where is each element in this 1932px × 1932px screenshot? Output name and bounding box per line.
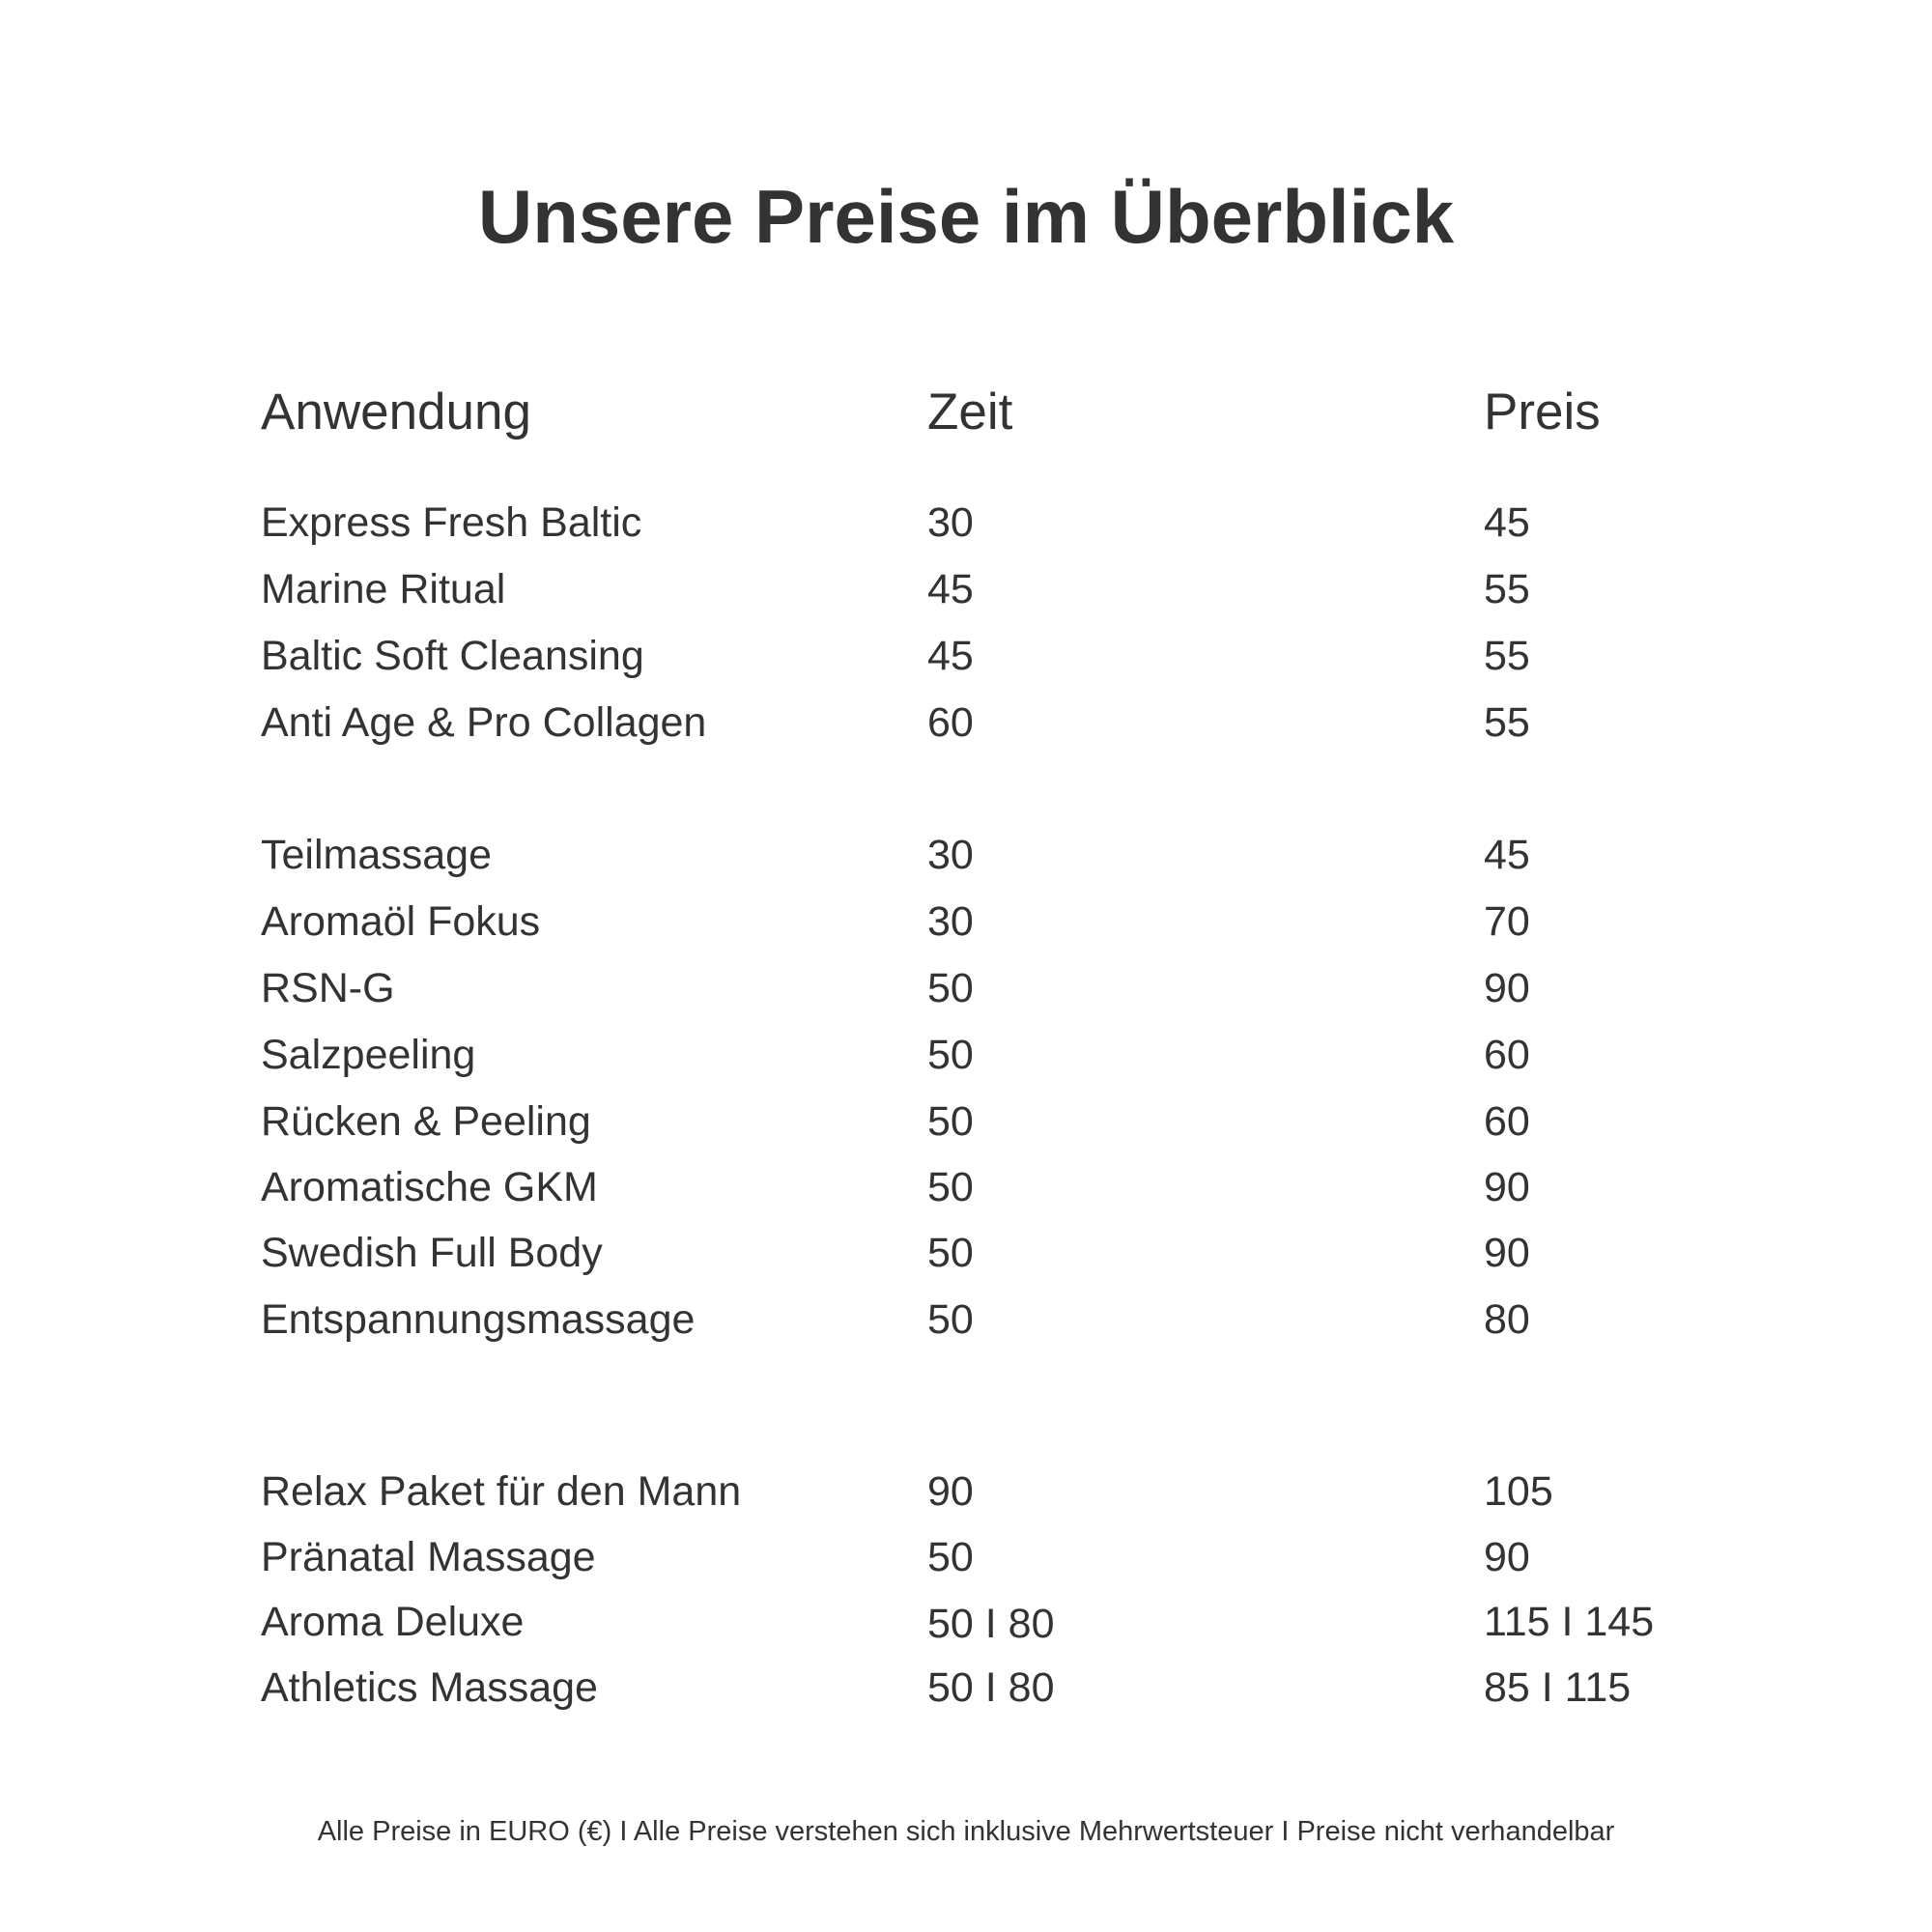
row-treatment: Aromatische GKM [261,1164,598,1210]
row-treatment: Relax Paket für den Mann [261,1468,742,1515]
row-treatment: Teilmassage [261,832,492,878]
row-price: 90 [1484,1164,1530,1210]
column-header-price: Preis [1484,384,1601,440]
row-time: 50 [927,1032,974,1078]
row-time: 90 [927,1468,974,1515]
column-header-treatment: Anwendung [261,384,531,440]
row-price: 60 [1484,1098,1530,1145]
row-time: 45 [927,566,974,612]
row-price: 85 I 115 [1484,1664,1632,1711]
row-time: 50 [927,965,974,1011]
row-time: 30 [927,898,974,945]
row-treatment: RSN-G [261,965,395,1011]
row-price: 105 [1484,1468,1553,1515]
row-time: 30 [927,499,974,546]
footer-note: Alle Preise in EURO (€) I Alle Preise verstehen sich inklusive Mehrwertsteuer I Preise nicht verhandelbar [317,1816,1615,1847]
row-time: 50 [927,1098,974,1145]
row-time: 45 [927,633,974,679]
row-time: 50 [927,1534,974,1580]
row-treatment: Anti Age & Pro Collagen [261,699,707,746]
row-time: 50 [927,1164,974,1210]
row-time: 30 [927,832,974,878]
page-title: Unsere Preise im Überblick [477,174,1455,259]
row-treatment: Salzpeeling [261,1032,476,1078]
row-price: 55 [1484,633,1530,679]
column-header-time: Zeit [927,384,1013,440]
row-time: 60 [927,699,974,746]
row-treatment: Athletics Massage [261,1664,598,1711]
row-price: 55 [1484,566,1530,612]
row-price: 45 [1484,832,1530,878]
row-time: 50 [927,1296,974,1343]
row-price: 45 [1484,499,1530,546]
row-treatment: Express Fresh Baltic [261,499,642,546]
row-time: 50 I 80 [927,1664,1055,1711]
row-time: 50 I 80 [927,1601,1055,1647]
row-price: 115 I 145 [1484,1599,1655,1645]
row-price: 90 [1484,1534,1530,1580]
row-treatment: Marine Ritual [261,566,506,612]
row-treatment: Rücken & Peeling [261,1098,591,1145]
row-treatment: Aromaöl Fokus [261,898,541,945]
row-price: 90 [1484,1230,1530,1276]
row-price: 60 [1484,1032,1530,1078]
row-price: 70 [1484,898,1530,945]
row-treatment: Pränatal Massage [261,1534,596,1580]
row-time: 50 [927,1230,974,1276]
row-treatment: Entspannungsmassage [261,1296,696,1343]
row-price: 80 [1484,1296,1530,1343]
row-treatment: Aroma Deluxe [261,1599,525,1645]
row-price: 55 [1484,699,1530,746]
row-treatment: Swedish Full Body [261,1230,603,1276]
row-treatment: Baltic Soft Cleansing [261,633,644,679]
row-price: 90 [1484,965,1530,1011]
